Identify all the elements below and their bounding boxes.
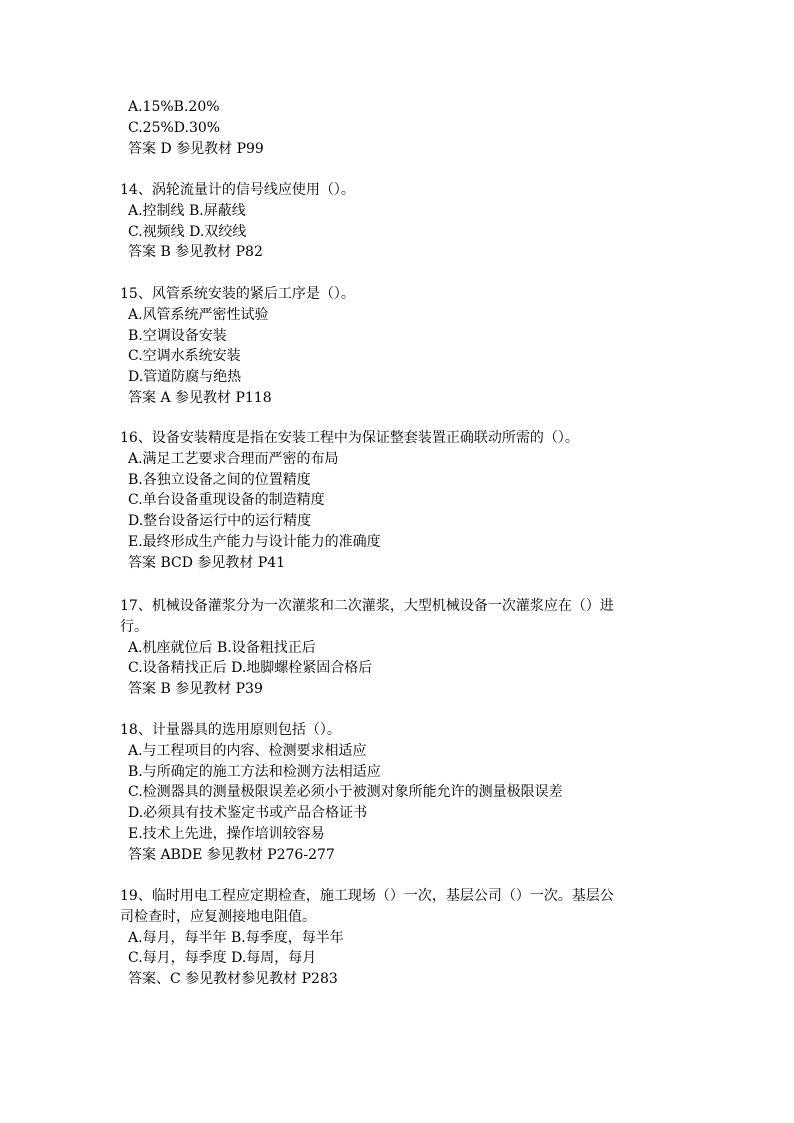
option-line: A.控制线 B.屏蔽线 bbox=[128, 202, 246, 219]
option-line: C.单台设备重现设备的制造精度 bbox=[128, 492, 325, 509]
option-line: C.检测器具的测量极限误差必须小于被测对象所能允许的测量极限误差 bbox=[128, 784, 563, 801]
question-16 bbox=[120, 428, 690, 574]
question-19 bbox=[120, 886, 690, 990]
question-stem: 17、机械设备灌浆分为一次灌浆和二次灌浆，大型机械设备一次灌浆应在（）进 bbox=[120, 598, 614, 614]
option-line: C.设备精找正后 D.地脚螺栓紧固合格后 bbox=[128, 660, 373, 677]
question-stem: 18、计量器具的选用原则包括（）。 bbox=[120, 722, 341, 738]
question-stem-continued: 司检查时，应复测接地电阻值。 bbox=[120, 908, 316, 925]
question-18 bbox=[120, 720, 690, 866]
question-15 bbox=[120, 284, 690, 409]
option-line: B.与所确定的施工方法和检测方法相适应 bbox=[128, 763, 381, 780]
option-line: A.机座就位后 B.设备粗找正后 bbox=[128, 639, 316, 656]
option-line: D.必须具有技术鉴定书或产品合格证书 bbox=[128, 805, 368, 822]
option-line: A.与工程项目的内容、检测要求相适应 bbox=[128, 742, 367, 759]
option-line: A.风管系统严密性试验 bbox=[128, 306, 269, 323]
answer-line: 答案 BCD 参见教材 P41 bbox=[128, 554, 286, 571]
question-stem-continued: 行。 bbox=[120, 618, 148, 635]
option-line: A.15%B.20% bbox=[128, 99, 220, 115]
option-line: C.每月，每季度 D.每周，每月 bbox=[128, 950, 317, 967]
option-line: C.空调水系统安装 bbox=[128, 348, 241, 365]
option-line: C.25%D.30% bbox=[128, 119, 221, 136]
question-14 bbox=[120, 180, 690, 263]
option-line: C.视频线 D.双绞线 bbox=[128, 223, 247, 240]
question-stem: 19、临时用电工程应定期检查，施工现场（）一次，基层公司（）一次。基层公 bbox=[120, 888, 614, 904]
question-stem: 15、风管系统安装的紧后工序是（）。 bbox=[120, 286, 355, 302]
question-13-continuation bbox=[120, 97, 690, 159]
option-line: B.空调设备安装 bbox=[128, 327, 227, 344]
answer-line: 答案 D 参见教材 P99 bbox=[128, 140, 264, 157]
option-line: E.最终形成生产能力与设计能力的准确度 bbox=[128, 533, 381, 550]
option-line: A.每月，每半年 B.每季度，每半年 bbox=[128, 929, 344, 946]
answer-line: 答案、C 参见教材参见教材 P283 bbox=[128, 971, 338, 988]
answer-line: 答案 A 参见教材 P118 bbox=[128, 389, 272, 406]
question-17 bbox=[120, 596, 690, 700]
option-line: E.技术上先进，操作培训较容易 bbox=[128, 825, 325, 842]
option-line: B.各独立设备之间的位置精度 bbox=[128, 471, 311, 488]
question-stem: 16、设备安装精度是指在安装工程中为保证整套装置正确联动所需的（）。 bbox=[120, 430, 579, 446]
option-line: D.整台设备运行中的运行精度 bbox=[128, 513, 312, 530]
option-line: A.满足工艺要求合理而严密的布局 bbox=[128, 450, 339, 467]
question-stem: 14、涡轮流量计的信号线应使用（）。 bbox=[120, 182, 355, 198]
answer-line: 答案 B 参见教材 P82 bbox=[128, 244, 263, 261]
answer-line: 答案 ABDE 参见教材 P276-277 bbox=[128, 846, 335, 863]
answer-line: 答案 B 参见教材 P39 bbox=[128, 681, 263, 698]
option-line: D.管道防腐与绝热 bbox=[128, 369, 242, 386]
